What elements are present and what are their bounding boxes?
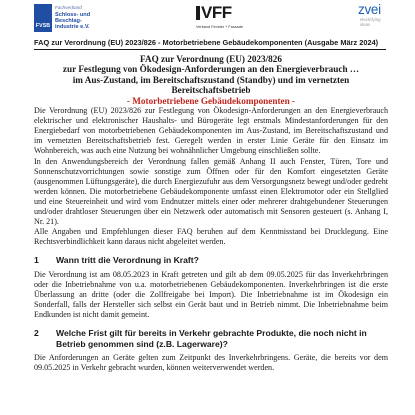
zvei-logo [358, 3, 398, 33]
fvsb-logo-line3: Beschlag- [55, 18, 82, 24]
intro-paragraph-2: In den Anwendungsbereich der Verordnung fallen gemäß Anhang II auch Fenster, Türen, Tore und Sonnenschutzvorrichtungen sowie sonstige zum Öffnen oder für den Komfort eingesetzten Geräte (ausgenommen Lüftungsgeräte), die durch Energiezufuhr aus dem Versorgungsnetz bewegt und/oder gedreht werden können. Die motorbetriebene Gebäudekomponente umfasst einen Elektromotor oder ein Stellglied und eine Steuereinheit und wird vom Endnutzer mittels einer oder mehrerer drahtgebundener Steuerungen und/oder drahtloser Steuerungen über ein Netzwerk oder automatisch mit Sensoren gesteuert (s. Anhang I, Nr. 21). [34, 156, 388, 227]
section-1-text: Die Verordnung ist am 08.05.2023 in Kraft getreten und gilt ab dem 09.05.2025 für das Inverkehrbringen oder die Inbetriebnahme von u.a. motorbetriebenen Gebäudekomponenten. Inverkehrbringen ist die erste Überlassung an dritte (oder die Zollfreigabe bei Import). Die Inbetriebnahme ist im Ökodesign ein Sonderfall, falls der Hersteller sich selbst ein Gerät baut und in Betrieb nimmt. Die Inbetriebnahme beim Endkunden ist nicht damit gemeint. [34, 269, 388, 320]
zvei-logo-tagline-2: ideas [360, 22, 371, 27]
running-head: FAQ zur Verordnung (EU) 2023/826 - Motorbetriebene Gebäudekomponenten (Ausgabe März 2024) [34, 38, 386, 50]
zvei-logo-name: zvei [358, 2, 381, 17]
fvsb-logo-badge: FVSB [34, 4, 52, 32]
fvsb-logo-line1: Fachverband [55, 5, 82, 11]
fvsb-logo-text [55, 4, 90, 32]
vff-logo-subtitle: Verband Fenster + Fassade [196, 25, 243, 29]
section-1-number: 1 [34, 255, 39, 266]
section-1-title: Wann tritt die Verordnung in Kraft? [56, 255, 199, 266]
title-line-4: Bereitschaftsbetrieb [171, 85, 251, 96]
vff-logo-bar [196, 6, 200, 20]
intro-paragraph-3: Alle Angaben und Empfehlungen dieser FAQ beruhen auf dem Kenntnisstand bei Drucklegung. Eine Rechtsverbindlichkeit kann daraus nicht abgeleitet werden. [34, 227, 388, 247]
document-body [34, 54, 388, 373]
zvei-logo-tagline-1: electrifying [360, 17, 381, 22]
fvsb-logo-line2: Schloss- und [55, 11, 91, 18]
fvsb-logo-line4: industrie e.V. [55, 24, 90, 31]
title-subtitle: - Motorbetriebene Gebäudekomponenten - [126, 95, 296, 106]
title-line-1: FAQ zur Verordnung (EU) 2023/826 [140, 54, 282, 64]
intro-paragraph-1: Die Verordnung (EU) 2023/826 zur Festlegung von Ökodesign-Anforderungen an den Energieverbrauch elektrischer und elektronischer Haushalts- und Bürogeräte legt erstmals Mindestanforderungen für den Energiebedarf von motorbetriebenen Gebäudekomponenten im Aus-Zustand, im Bereitschaftszustand und im vernetzten Bereitschaftsbetrieb fest. Geregelt werden in erster Linie Geräte für den Einsatz im Wohnbereich, was auch eine Nutzung bei wohnähnlicher Umgebung einschließen sollte. [34, 106, 388, 156]
logo-header [0, 0, 415, 36]
fvsb-logo [34, 4, 90, 32]
section-2-title: Welche Frist gilt für bereits in Verkehr gebrachte Produkte, die noch nicht in Betrieb genommen sind (z.B. Lagerware)? [56, 328, 367, 349]
vff-logo [196, 4, 246, 34]
section-2-number: 2 [34, 328, 39, 339]
section-2-text: Die Anforderungen an Geräte gelten zum Zeitpunkt des Inverkehrbringens. Geräte, die bereits vor dem 09.05.2025 in Verkehr gebracht wurden, können weiterverwendet werden. [34, 353, 388, 373]
vff-logo-mark [196, 4, 246, 22]
vff-logo-letters: VFF [201, 3, 232, 22]
title-line-2: zur Festlegung von Ökodesign-Anforderungen an den Energieverbrauch … [62, 64, 360, 75]
title-line-3: im Aus-Zustand, im Bereitschaftszustand (Standby) und im vernetzten [72, 74, 350, 85]
section-1-heading [34, 255, 388, 265]
section-2-heading [34, 328, 388, 349]
